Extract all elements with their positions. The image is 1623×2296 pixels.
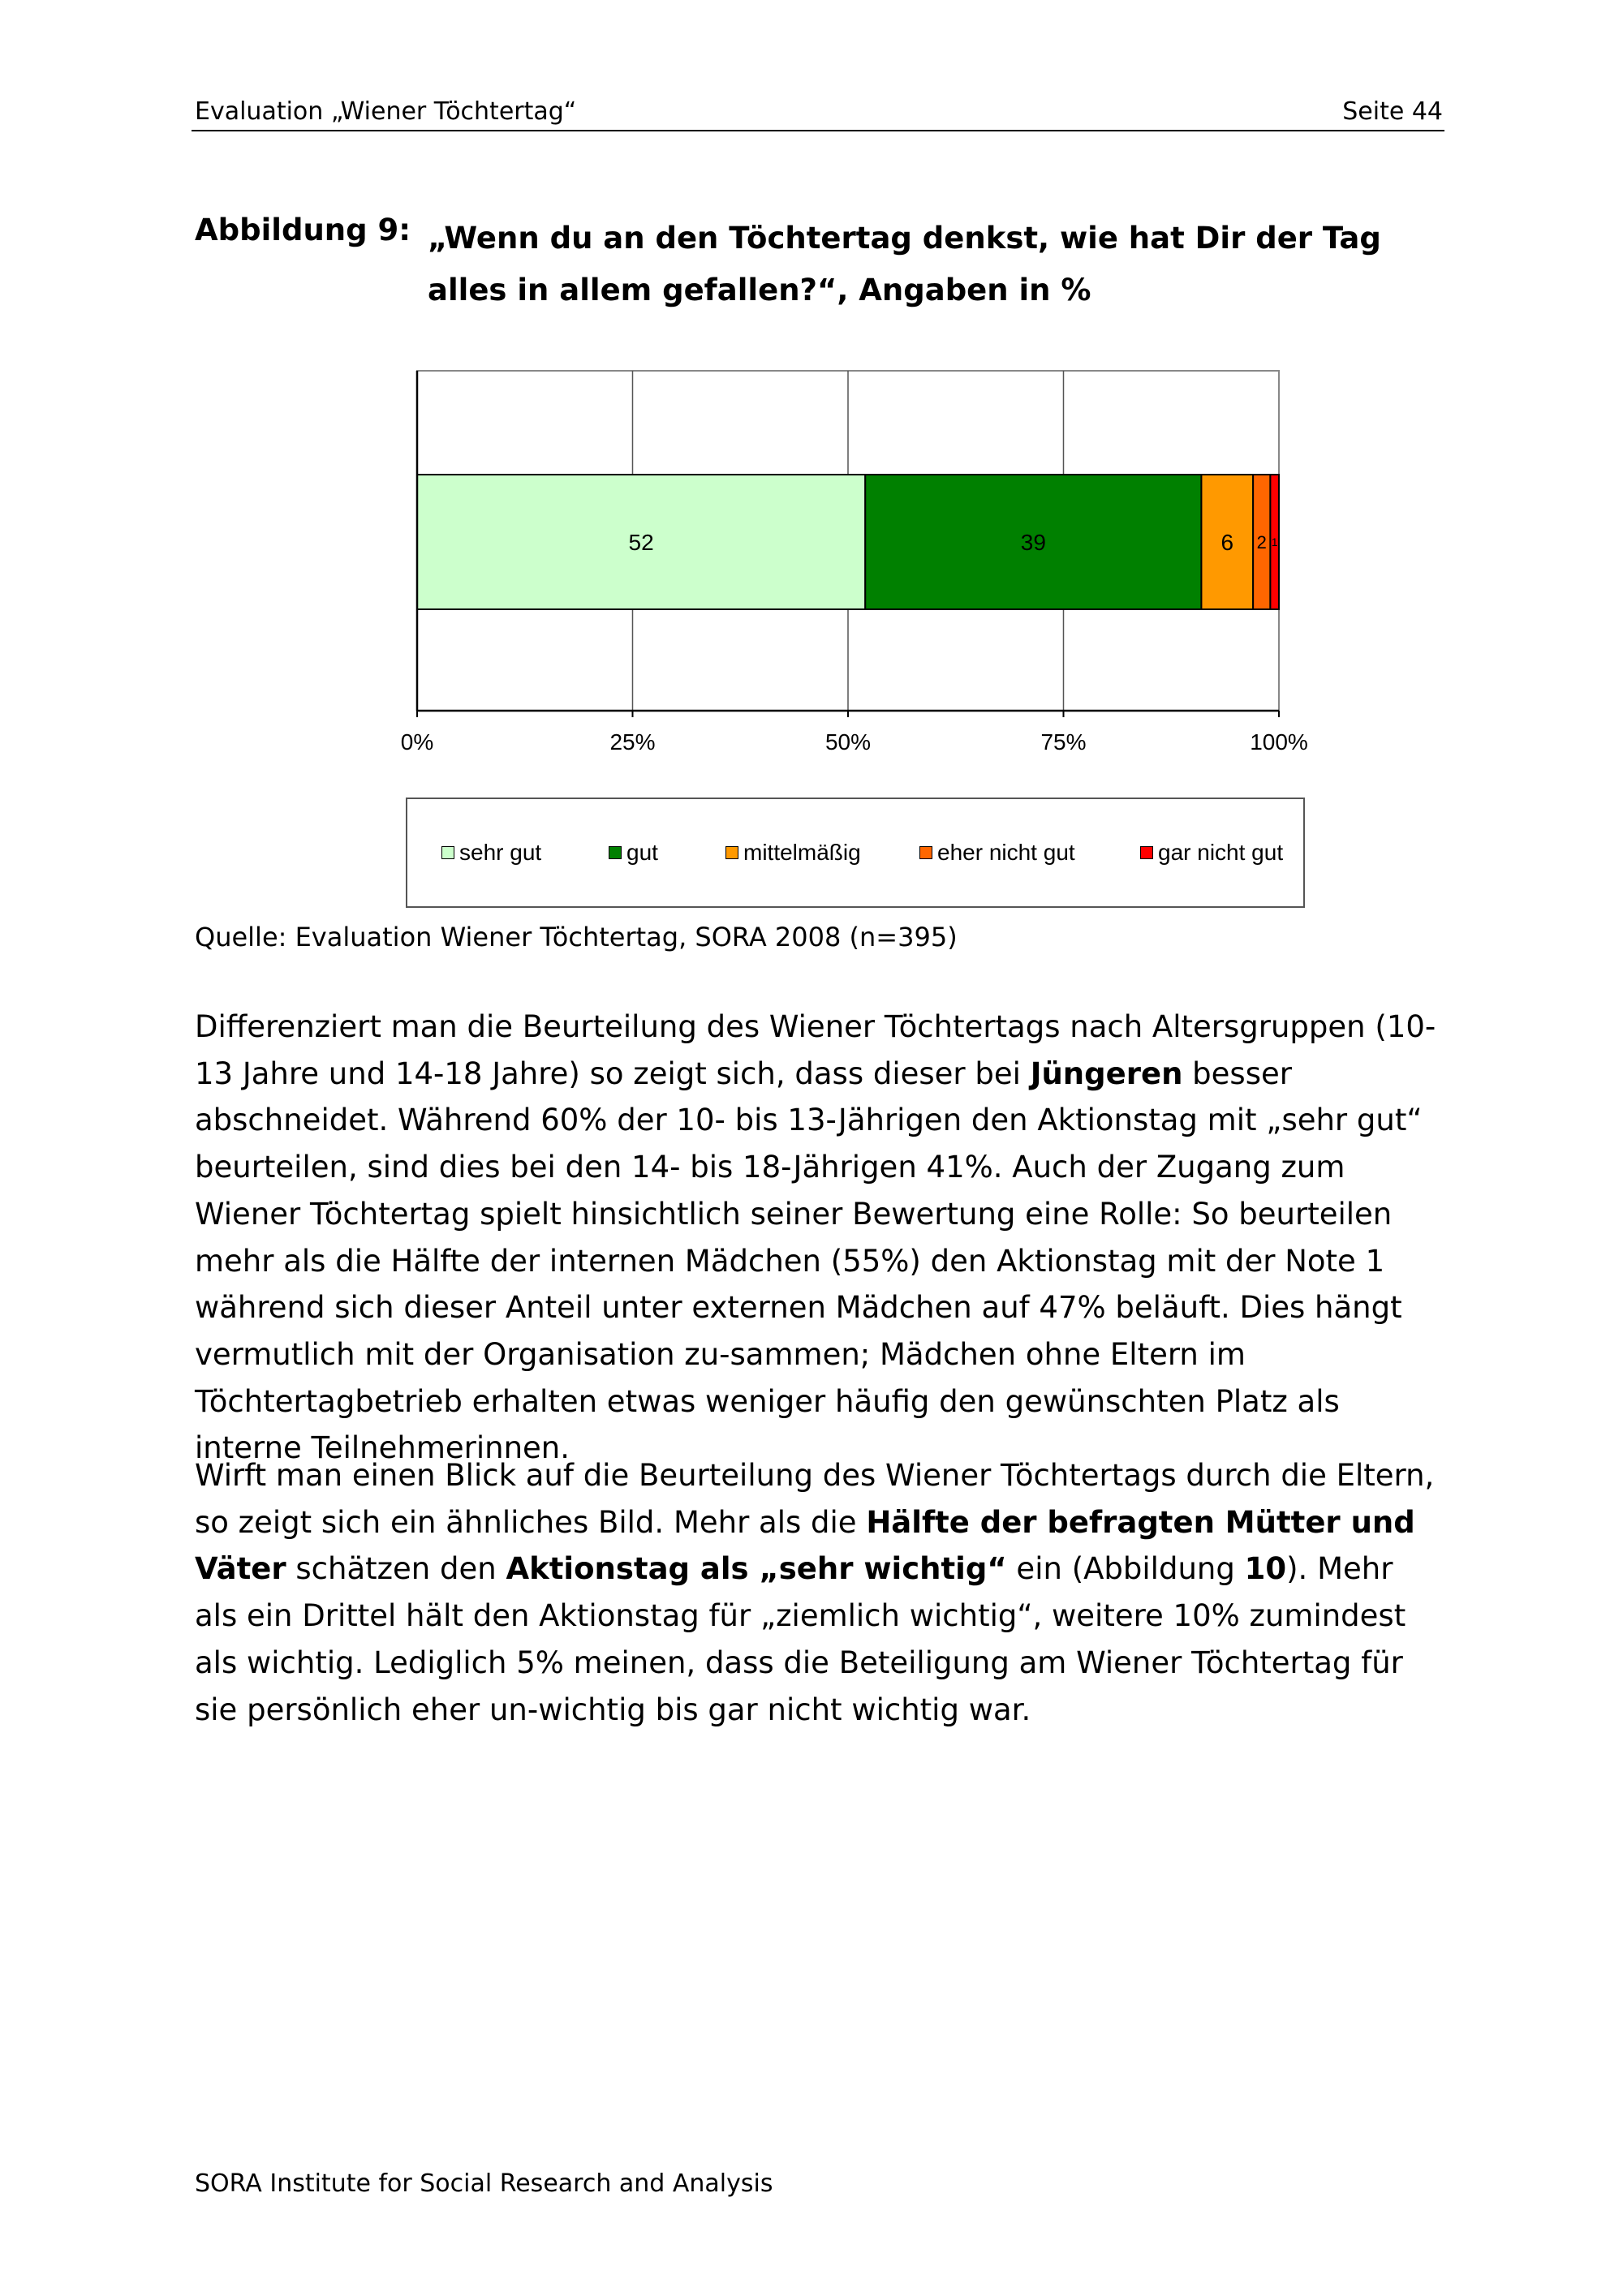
text-run: schätzen den [286, 1551, 506, 1587]
data-label: 52 [628, 530, 654, 556]
body-paragraph-2 [195, 1452, 1444, 1733]
legend-item [725, 840, 861, 866]
x-tick-label: 100% [1250, 729, 1308, 755]
legend-swatch [441, 846, 454, 859]
data-label: 1 [1271, 535, 1278, 549]
figure-title: „Wenn du an den Töchtertag denkst, wie hat Dir der Tag alles in allem gefallen?“, Angaben in % [428, 221, 1381, 307]
footer-institute: SORA Institute for Social Research and Analysis [195, 2169, 773, 2198]
text-run: ein (Abbildung [1006, 1551, 1245, 1587]
x-tick-label: 25% [609, 729, 656, 755]
bold-text: Aktionstag als „sehr wichtig“ [506, 1551, 1007, 1587]
figure-label: Abbildung 9: [195, 213, 411, 247]
figure-source: Quelle: Evaluation Wiener Töchtertag, SORA 2008 (n=395) [195, 922, 958, 952]
legend-swatch [1140, 846, 1153, 859]
x-tick-label: 0% [400, 729, 434, 755]
data-label: 2 [1256, 531, 1267, 553]
bold-text: Jüngeren [1030, 1056, 1183, 1091]
legend-item [919, 840, 1075, 866]
legend-item [1140, 840, 1283, 866]
bold-text: 10 [1244, 1551, 1287, 1587]
x-tick-label: 50% [824, 729, 872, 755]
legend-item [609, 840, 658, 866]
chart-legend [406, 798, 1305, 908]
text-run: ). Mehr als ein Drittel hält den Aktionstag für „ziemlich wichtig“, weitere 10% zumindest als wichtig. Lediglich 5% meinen, dass die Beteiligung am Wiener Töchtertag für sie persönlich eher un-wichtig bis gar nicht wichtig war. [195, 1551, 1406, 1727]
data-label: 39 [1020, 530, 1046, 556]
text-run: besser abschneidet. Während 60% der 10- bis 13-Jährigen den Aktionstag mit „sehr gut“ beurteilen, sind dies bei den 14- bis 18-Jährigen 41%. Auch der Zugang zum Wiener Töchtertag spielt hinsichtlich seiner Bewertung eine Rolle: So beurteilen mehr als die Hälfte der internen Mädchen (55%) den Aktionstag mit der Note 1 während sich dieser Anteil unter externen Mädchen auf 47% beläuft. Dies hängt vermutlich mit der Organisation zu-sammen; Mädchen ohne Eltern im Töchtertagbetrieb erhalten etwas weniger häufig den gewünschten Platz als interne Teilnehmerinnen. [195, 1056, 1423, 1466]
legend-label: eher nicht gut [937, 840, 1075, 865]
legend-label: gar nicht gut [1158, 840, 1284, 865]
legend-swatch [919, 846, 932, 859]
body-paragraph-1 [195, 1004, 1444, 1472]
bar-segments [417, 475, 1279, 609]
legend-label: sehr gut [459, 840, 542, 865]
legend-swatch [725, 846, 738, 859]
text-run: Wirft man einen Blick auf die Beurteilung des Wiener Töchtertags durch die Eltern, so zeigt sich ein ähnliches Bild. Mehr als die [195, 1458, 1435, 1540]
header-rule [192, 130, 1444, 131]
legend-label: mittelmäßig [743, 840, 861, 865]
bold-text: Hälfte der befragten Mütter und Väter [195, 1504, 1415, 1587]
text-run: Differenziert man die Beurteilung des Wiener Töchtertags nach Altersgruppen (10-13 Jahre und 14-18 Jahre) so zeigt sich, dass dieser bei [195, 1009, 1436, 1091]
legend-item [441, 840, 541, 866]
data-label: 6 [1220, 530, 1234, 556]
legend-label: gut [626, 840, 658, 865]
legend-swatch [609, 846, 622, 859]
x-tick-label: 75% [1040, 729, 1087, 755]
running-header-title: Evaluation „Wiener Töchtertag“ [195, 97, 577, 126]
page-number: Seite 44 [1342, 97, 1443, 126]
stacked-bar-chart [381, 357, 1323, 763]
